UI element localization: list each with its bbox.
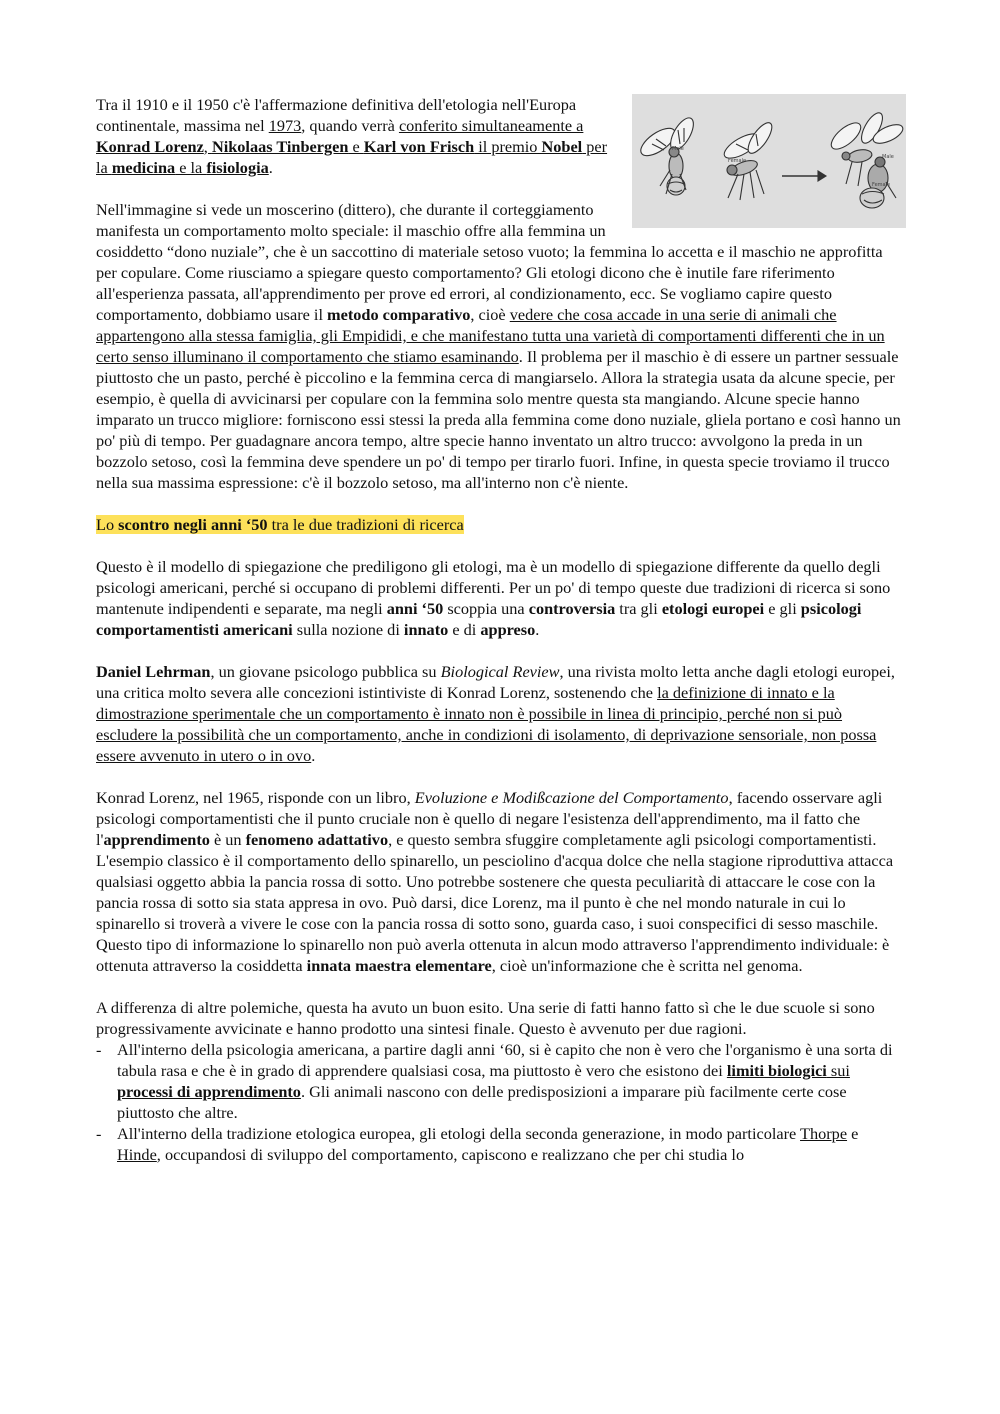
- term-medicina: medicina: [111, 158, 176, 177]
- paragraph-nobel: Tra il 1910 e il 1950 c'è l'affermazione definitiva dell'etologia nell'Europa continentale, massima nel 1973, quando verrà conferito simultaneamente a Konrad Lorenz, Nikolaas Tinbergen e Karl von Frisch il premio Nobel per la medicina e la fisiologia.: [96, 95, 608, 177]
- paragraph-lorenz-1965: Konrad Lorenz, nel 1965, risponde con un libro, Evoluzione e Modißcazione del Comportamento, facendo osservare agli psicologi comportamentisti che il punto cruciale non è quello di negare l'esistenza dell'apprendimento, ma il fatto che l'apprendimento è un fenomeno adattativo, e questo sembra sfuggire completamente agli psicologi comportamentisti. L'esempio classico è il comportamento dello spinarello, un pesciolino d'acqua dolce che nella stagione riproduttiva attacca qualsiasi oggetto abbia la pancia rossa di sotto. Uno potrebbe sostenere che questa peculiarità di attaccare le cose con la pancia rossa di sotto sia stata appresa in ovo. Può darsi, dice Lorenz, ma il punto è che nel mondo naturale in cui lo spinarello si troverà a vivere le cose con la pancia rossa di sotto sono, guarda caso, i suoi conspecifici di sesso maschile. Questo tipo di informazione lo spinarello non può averla ottenuta in alcun modo attraverso l'apprendimento individuale: è ottenuta attraverso la cosiddetta innata maestra elementare, cioè un'informazione che è scritta nel genoma.: [96, 788, 894, 975]
- paragraph-sintesi: A differenza di altre polemiche, questa ha avuto un buon esito. Una serie di fatti hanno fatto sì che le due scuole si sono progressivamente avvicinate e hanno prodotto una sintesi finale. Questo è avvenuto per due ragioni.: [96, 998, 875, 1038]
- term-fisiologia: fisiologia: [206, 158, 269, 177]
- list-dash: -: [96, 1124, 102, 1143]
- document-page: [96, 94, 906, 1165]
- book-title: Evoluzione e Modißcazione del Comportamento: [414, 788, 729, 807]
- list-item: - All'interno della tradizione etologica europea, gli etologi della seconda generazione, in modo particolare Thorpe e Hinde, occupandosi di sviluppo del comportamento, capiscono e realizzano che per chi studia lo: [96, 1124, 859, 1164]
- list-dash: -: [96, 1040, 102, 1059]
- heading-highlight: Lo scontro negli anni ‘50 tra le due tradizioni di ricerca: [96, 515, 464, 534]
- mating-flies-figure: [632, 94, 906, 228]
- paragraph-moscerino: Nell'immagine si vede un moscerino (dittero), che durante il corteggiamento manifesta un comportamento molto speciale: il maschio offre alla femmina un cosiddetto “dono nuziale”, che è un saccottino di materiale setoso vuoto; la femmina lo accetta e il maschio ne approfitta per copulare. Come riusciamo a spiegare questo comportamento? Gli etologi dicono che è inutile fare riferimento all'esperienza passata, all'apprendimento per prove ed errori, al condizionamento, ecc. Se vogliamo capire questo comportamento, dobbiamo usare il metodo comparativo, cioè vedere che cosa accade in una serie di animali che appartengono alla stessa famiglia, gli Empididi, e che manifestano tutta una varietà di comportamenti differenti che in un certo senso illuminano il comportamento che stiamo esaminando. Il problema per il maschio è di essere un partner sessuale piuttosto che un pasto, perché è piccolino e la femmina cerca di mangiarselo. Allora la strategia usata da alcune specie, per esempio, è quella di avvicinarsi per copulare con la femmina solo mentre questa sta mangiando. Alcune specie hanno imparato un trucco migliore: forniscono essi stessi la preda alla femmina come dono nuziale, gliela portano e così hanno un po' più di tempo. Per guadagnare ancora tempo, altre specie hanno inventato un altro trucco: avvolgono la preda in un bozzolo setoso, così la femmina deve spendere un po' di tempo per tirarlo fuori. Infine, in questa specie troviamo il trucco nella sua massima espressione: c'è il bozzolo setoso, ma all'interno non c'è niente.: [96, 200, 901, 492]
- term-nobel: Nobel: [541, 137, 583, 156]
- name-konrad-lorenz: Konrad Lorenz: [96, 137, 204, 156]
- term-metodo-comparativo: metodo comparativo: [327, 305, 471, 324]
- reasons-list: [96, 1039, 906, 1165]
- figure-label-male-2: Male: [882, 154, 894, 160]
- paragraph-lehrman: Daniel Lehrman, un giovane psicologo pubblica su Biological Review, una rivista molto letta anche dagli etologi europei, una critica molto severa alle concezioni istintiviste di Konrad Lorenz, sostenendo che la definizione di innato e la dimostrazione sperimentale che un comportamento è innato non è possibile in linea di principio, perché non si può escludere la possibilità che un comportamento, anche in condizioni di isolamento, di deprivazione sensoriale, non possa essere avvenuto in utero o in ovo.: [96, 662, 895, 765]
- underlined-empididi: vedere che cosa accade in una serie di animali che appartengono alla stessa famiglia, gli Empididi, e che manifestano tutta una varietà di comportamenti differenti che in un certo senso illuminano il comportamento che stiamo esaminando: [96, 305, 885, 366]
- link-conferito: conferito simultaneamente a Konrad Lorenz, Nikolaas Tinbergen e Karl von Frisch il premio Nobel per la medicina e la fisiologia: [96, 116, 608, 177]
- underlined-innato: la definizione di innato e la dimostrazione sperimentale che un comportamento è innato non è possibile in linea di principio, perché non si può escludere la possibilità che un comportamento, anche in condizioni di isolamento, di deprivazione sensoriale, non possa essere avvenuto in utero o in ovo: [96, 683, 877, 765]
- paragraph-controversia: Questo è il modello di spiegazione che prediligono gli etologi, ma è un modello di spiegazione differente da quello degli psicologi americani, perché si occupano di problemi differenti. Per un po' di tempo queste due tradizioni di ricerca si sono mantenute indipendenti e separate, ma negli anni ‘50 scoppia una controversia tra gli etologi europei e gli psicologi comportamentisti americani sulla nozione di innato e di appreso.: [96, 557, 891, 639]
- figure-label-female-2: Female: [872, 182, 891, 188]
- section-heading: [96, 514, 906, 535]
- name-karl-von-frisch: Karl von Frisch: [363, 137, 475, 156]
- name-hinde: Hinde: [117, 1145, 157, 1164]
- mating-flies-illustration: [632, 94, 906, 228]
- journal-title: Biological Review: [440, 662, 560, 681]
- list-item: - All'interno della psicologia americana, a partire dagli anni ‘60, si è capito che non è vero che l'organismo è una sorta di tabula rasa e che è in grado di apprendere qualsiasi cosa, ma piuttosto è vero che esistono dei limiti biologici sui processi di apprendimento. Gli animali nascono con delle predisposizioni a imparare più facilmente certe cose piuttosto che altre.: [96, 1040, 893, 1122]
- figure-label-female-1: Female: [728, 158, 747, 164]
- name-thorpe: Thorpe: [800, 1124, 848, 1143]
- name-nikolaas-tinbergen: Nikolaas Tinbergen: [211, 137, 349, 156]
- figure-label-male-1: Male: [672, 146, 684, 152]
- link-1973: 1973: [268, 116, 302, 135]
- name-daniel-lehrman: Daniel Lehrman: [96, 662, 211, 681]
